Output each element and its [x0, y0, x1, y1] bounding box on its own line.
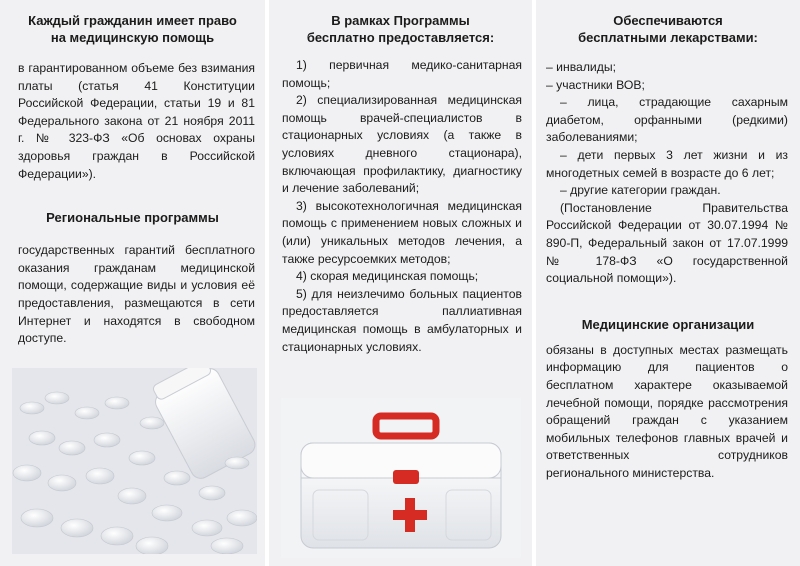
list-item: 2) специализированная медицинская помощь врачей-специалистов в стационарных условиях (а также в условиях дневного стационара), включающая профилактику, диагностику и лечение заболеваний; [282, 93, 522, 196]
first-aid-kit-photo [281, 398, 521, 558]
list-item: 1) первичная медико-санитарная помощь; [282, 58, 522, 90]
list-item: 3) высокотехнологичная медицинская помощь с применением новых сложных и (или) уникальных методов лечения, а также ресурсоемких методов; [282, 198, 522, 266]
medical-organizations-text: обязаны в доступных местах размещать информацию для пациентов о бесплатном характере оказываемой лечебной помощи, порядке рассмотрения обращений граждан с указанием мобильных телефонов главных врачей и ответственных сотрудников регионального министерства. [546, 342, 788, 480]
heading-free-medicines: Обеспечиваются бесплатными лекарствами: [578, 13, 758, 45]
heading-medical-organizations: Медицинские организации [581, 316, 755, 332]
list-item: – другие категории граждан. [560, 183, 721, 198]
list-item: – лица, страдающие сахарным диабетом, орфанными (редкими) заболеваниями; [546, 95, 788, 145]
rights-text: в гарантированном объеме без взимания платы (статья 41 Конституции Российской Федерации, статьи 19 и 81 Федерального закона от 21 ноября 2011 г. № 323-ФЗ «Об основах охраны здоровья граждан в Российской Федерации»). [18, 61, 255, 181]
panel-free-medicines [536, 0, 800, 566]
pills-photo [12, 368, 257, 554]
beneficiaries-list [536, 59, 800, 288]
list-item: 5) для неизлечимо больных пациентов предоставляется паллиативная медицинская помощь в амбулаторных и стационарных условиях. [282, 286, 522, 354]
heading-program: В рамках Программы бесплатно предоставляется: [306, 13, 495, 45]
legal-note: (Постановление Правительства Российской Федерации от 30.07.1994 № 890-П, Федеральный закон от 17.07.1999 № 178-ФЗ «О государственной социальной помощи»). [546, 200, 788, 286]
heading-regional-programs: Региональные программы [46, 210, 219, 226]
panel-rights [0, 0, 265, 566]
program-list [269, 57, 532, 356]
list-item: – участники ВОВ; [546, 77, 645, 92]
panel-program [269, 0, 532, 566]
heading-right-to-care: Каждый гражданин имеет право на медицинскую помощь [28, 13, 237, 45]
regional-programs-text: государственных гарантий бесплатного оказания гражданам медицинской помощи, содержащие виды и условия её предоставления, размещаются в сети Интернет и находятся в свободном доступе. [18, 243, 255, 346]
list-item: – инвалиды; [546, 60, 616, 74]
list-item: 4) скорая медицинская помощь; [296, 269, 479, 284]
list-item: – дети первых 3 лет жизни и из многодетных семей в возрасте до 6 лет; [546, 147, 788, 180]
